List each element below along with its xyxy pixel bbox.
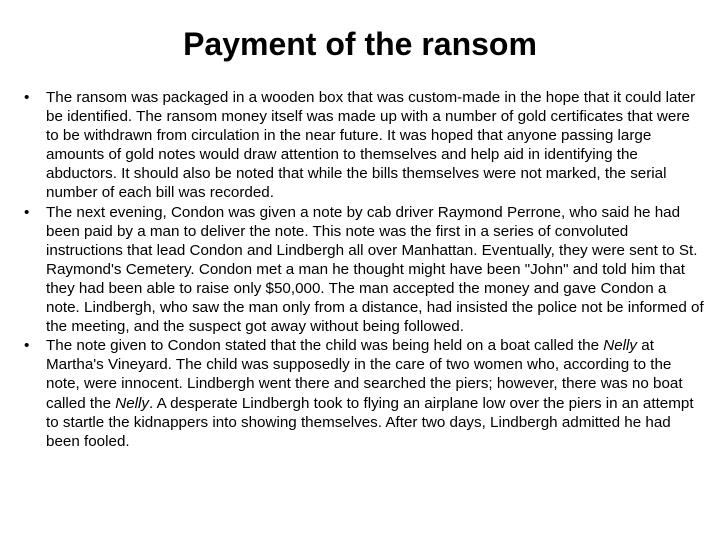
bullet-text-3-part-3: . A desperate Lindbergh took to flying an airplane low over the piers in an attempt to startle the kidnappers into showing themselves. After two days, Lindbergh admitted he had been fooled.: [46, 394, 694, 450]
bullet-text-2: The next evening, Condon was given a note by cab driver Raymond Perrone, who said he had been paid by a man to deliver the note. This note was the first in a series of convoluted instructions that lead Condon and Lindbergh all over Manhattan. Eventually, they were sent to St. Raymond's Cemetery. Condon met a man he thought might have been "John" and told him that they had been able to raise only $50,000. The man accepted the money and gave Condon a note. Lindbergh, who saw the man only from a distance, had insisted the police not be informed of the meeting, and the suspect got away without being followed.: [46, 203, 704, 336]
bullet-item-1: [18, 88, 704, 203]
bullet-text-3-part-2: at Martha's Vineyard. The child was supposedly in the care of two women who, according to the note, were innocent. Lindbergh went there and searched the piers; however, there was no boat called the: [46, 337, 683, 412]
boat-name-italic-1: Nelly: [603, 337, 638, 355]
bullet-dot-icon: •: [24, 337, 30, 355]
bullet-text-3: [46, 336, 704, 451]
bullet-dot-icon: •: [24, 203, 30, 221]
boat-name-italic-2: Nelly: [115, 394, 149, 412]
bullet-item-2: [18, 203, 704, 337]
slide-title: Payment of the ransom: [183, 26, 537, 62]
bullet-item-3: [18, 336, 704, 451]
bullet-list: [18, 88, 704, 451]
bullet-text-3-part-1: The note given to Condon stated that the child was being held on a boat called the: [46, 337, 604, 355]
bullet-text-1: The ransom was packaged in a wooden box that was custom-made in the hope that it could later be identified. The ransom money itself was made up with a number of gold certificates that were to be withdrawn from circulation in the near future. It was hoped that anyone passing large amounts of gold notes would draw attention to themselves and help aid in identifying the abductors. It should also be noted that while the bills themselves were not marked, the serial number of each bill was recorded.: [46, 89, 696, 202]
bullet-dot-icon: •: [24, 89, 30, 106]
